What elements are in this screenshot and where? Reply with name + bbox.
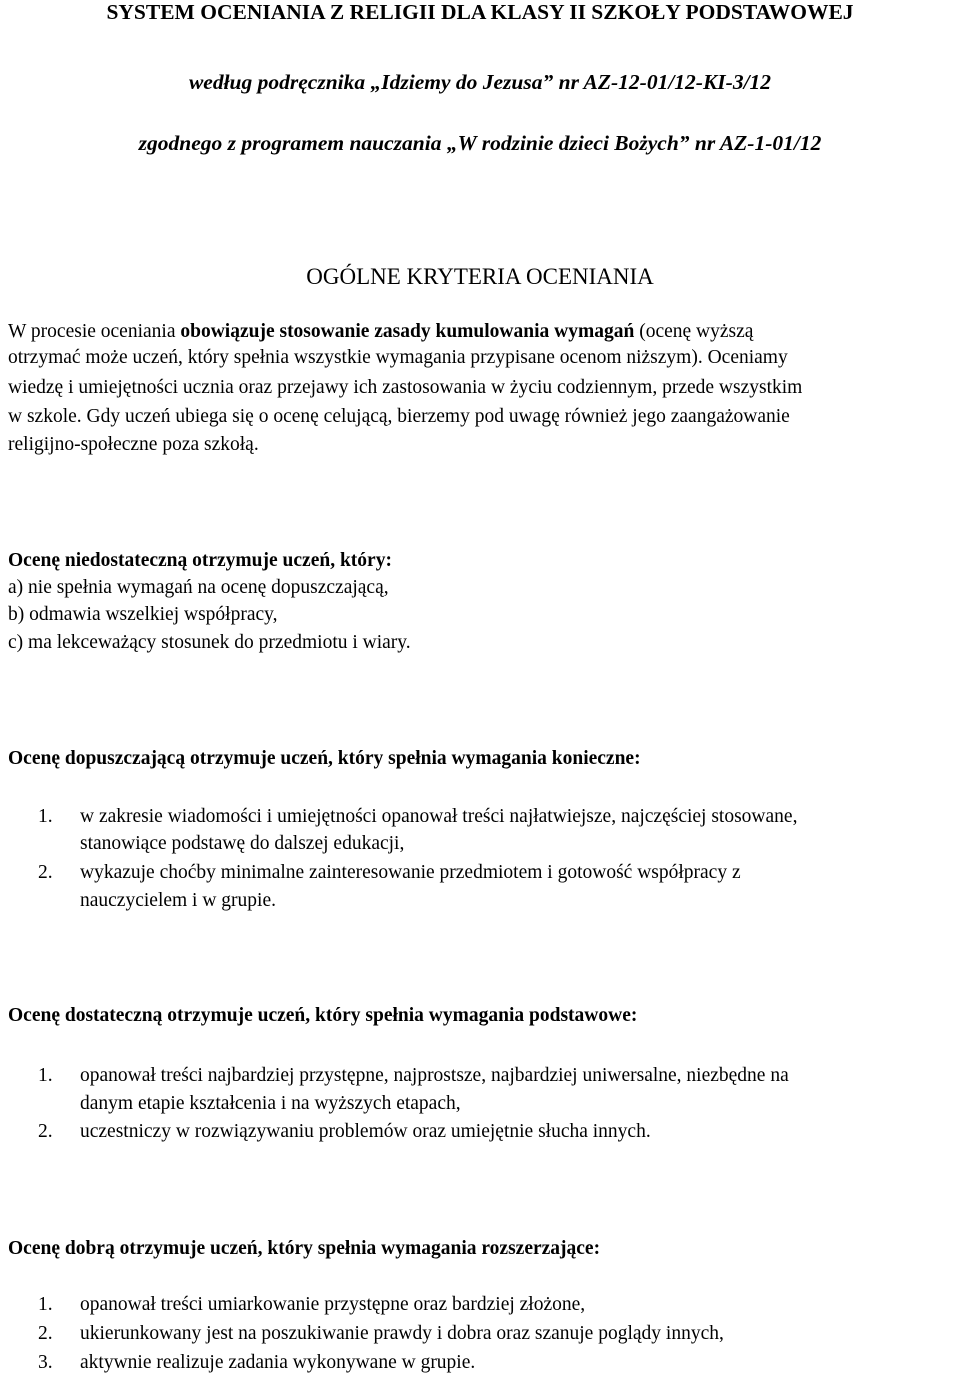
list-number: 1. bbox=[38, 806, 53, 827]
general-paragraph-line-1 bbox=[8, 321, 753, 343]
list-item-text: danym etapie kształcenia i na wyższych etapach, bbox=[80, 1093, 461, 1114]
list-item-text: opanował treści najbardziej przystępne, najprostsze, najbardziej uniwersalne, niezbędne na bbox=[80, 1065, 789, 1086]
list-number: 3. bbox=[38, 1352, 53, 1373]
general-paragraph-line-5: religijno-społeczne poza szkołą. bbox=[8, 434, 259, 455]
list-number: 1. bbox=[38, 1065, 53, 1086]
general-criteria-title: OGÓLNE KRYTERIA OCENIANIA bbox=[306, 264, 654, 289]
list-number: 2. bbox=[38, 862, 53, 883]
list-item-text: uczestniczy w rozwiązywaniu problemów oraz umiejętnie słucha innych. bbox=[80, 1121, 651, 1142]
sufficient-heading: Ocenę dopuszczającą otrzymuje uczeń, który spełnia wymagania konieczne: bbox=[8, 748, 641, 769]
general-text: W procesie oceniania bbox=[8, 321, 181, 342]
list-item-text: wykazuje choćby minimalne zainteresowanie przedmiotem i gotowość współpracy z bbox=[80, 862, 741, 883]
list-item-text: ukierunkowany jest na poszukiwanie prawdy i dobra oraz szanuje poglądy innych, bbox=[80, 1323, 724, 1344]
general-paragraph-line-3: wiedzę i umiejętności ucznia oraz przejawy ich zastosowania w życiu codziennym, przede wszystkim bbox=[8, 377, 803, 398]
list-item-text: opanował treści umiarkowanie przystępne oraz bardziej złożone, bbox=[80, 1294, 586, 1315]
list-item-text: w zakresie wiadomości i umiejętności opanował treści najłatwiejsze, najczęściej stosowane, bbox=[80, 806, 798, 827]
insufficient-item: c) ma lekceważący stosunek do przedmiotu i wiary. bbox=[8, 632, 411, 653]
good-heading: Ocenę dobrą otrzymuje uczeń, który spełnia wymagania rozszerzające: bbox=[8, 1238, 601, 1259]
program-line: zgodnego z programem nauczania „W rodzinie dzieci Bożych” nr AZ-1-01/12 bbox=[138, 131, 822, 155]
satisfactory-heading: Ocenę dostateczną otrzymuje uczeń, który spełnia wymagania podstawowe: bbox=[8, 1005, 638, 1026]
textbook-line: według podręcznika „Idziemy do Jezusa” nr AZ-12-01/12-KI-3/12 bbox=[188, 70, 772, 94]
list-number: 2. bbox=[38, 1121, 53, 1142]
list-item-text: stanowiące podstawę do dalszej edukacji, bbox=[80, 833, 405, 854]
insufficient-heading: Ocenę niedostateczną otrzymuje uczeń, który: bbox=[8, 550, 392, 571]
document-title: SYSTEM OCENIANIA Z RELIGII DLA KLASY II SZKOŁY PODSTAWOWEJ bbox=[106, 0, 854, 24]
insufficient-item: b) odmawia wszelkiej współpracy, bbox=[8, 604, 278, 625]
list-item-text: aktywnie realizuje zadania wykonywane w grupie. bbox=[80, 1352, 476, 1373]
list-number: 2. bbox=[38, 1323, 53, 1344]
insufficient-item: a) nie spełnia wymagań na ocenę dopuszczającą, bbox=[8, 577, 389, 598]
general-paragraph-line-2: otrzymać może uczeń, który spełnia wszystkie wymagania przypisane ocenom niższym). Oceniamy bbox=[8, 347, 788, 368]
list-number: 1. bbox=[38, 1294, 53, 1315]
general-paragraph-line-4: w szkole. Gdy uczeń ubiega się o ocenę celującą, bierzemy pod uwagę również jego zaangażowanie bbox=[8, 406, 790, 427]
general-emphasis: obowiązuje stosowanie zasady kumulowania wymagań bbox=[180, 321, 635, 342]
list-item-text: nauczycielem i w grupie. bbox=[80, 890, 276, 911]
general-text: (ocenę wyższą bbox=[634, 321, 754, 342]
